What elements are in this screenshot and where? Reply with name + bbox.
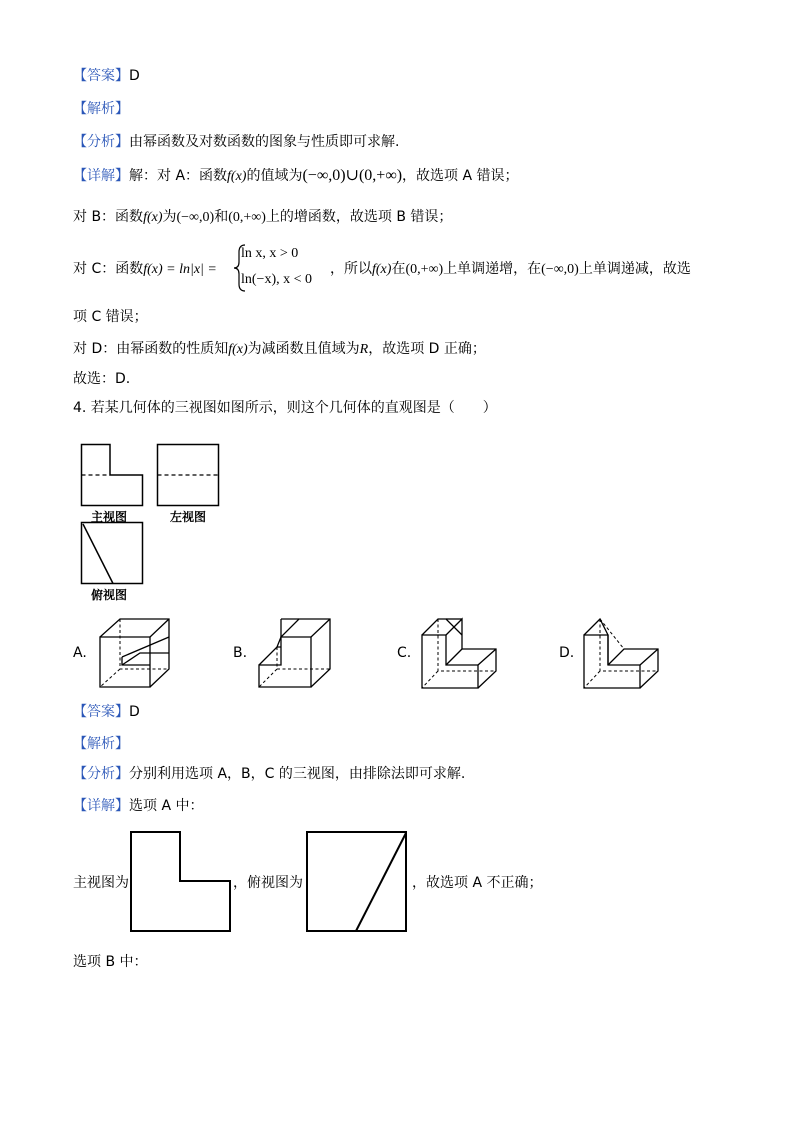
- option-d-label: D.: [559, 645, 575, 661]
- q3-a-text2: 的值域为: [246, 168, 303, 184]
- q3-answer-tag: 【答案】: [73, 68, 129, 84]
- q4-xiangjie-text: 选项 A 中：: [129, 798, 204, 814]
- q3-c-int1: (0,+∞): [405, 262, 444, 277]
- q3-answer-line: [73, 66, 140, 86]
- q3-c-text4: 上单调递增，在: [443, 261, 542, 277]
- q3-option-c-line: [73, 259, 217, 280]
- q3-option-b-line: [73, 207, 452, 228]
- q4-option-b-head: 选项 B 中：: [73, 954, 148, 970]
- q4-tail: ，故选项 A 不正确；: [412, 875, 543, 891]
- option-a-figure[interactable]: [92, 617, 172, 692]
- q3-option-c-line-rest: [330, 259, 691, 280]
- q3-c-case1: ln x, x > 0: [241, 246, 299, 261]
- q3-b-text3: 和: [214, 209, 229, 225]
- q3-answer: D: [129, 68, 140, 84]
- top-view-caption: 俯视图: [91, 588, 128, 602]
- left-view-caption: 左视图: [170, 510, 207, 524]
- q3-analysis-label: 【解析】: [73, 101, 129, 117]
- q4-answer-tag: 【答案】: [73, 704, 129, 720]
- q3-a-text3: ，故选项 A 错误；: [402, 168, 519, 184]
- q4-stem: 4. 若某几何体的三视图如图所示，则这个几何体的直观图是（ ）: [73, 400, 497, 416]
- option-d-figure[interactable]: [578, 613, 662, 693]
- top-view-figure: [80, 521, 144, 585]
- q3-fenxi-text: 由幂函数及对数函数的图象与性质即可求解.: [129, 134, 400, 150]
- left-view-figure: [156, 443, 220, 507]
- option-a-front-view: [130, 831, 232, 933]
- q3-b-fx: f(x): [143, 210, 163, 225]
- q3-fenxi-tag: 【分析】: [73, 134, 129, 150]
- q3-fenxi-line: [73, 132, 399, 152]
- option-a-label: A.: [73, 645, 87, 661]
- front-view-caption: 主视图: [91, 510, 128, 524]
- q3-c-case2: ln(−x), x < 0: [241, 272, 313, 287]
- q3-b-text2: 为: [162, 209, 177, 225]
- q3-xiangjie-tag: 【详解】: [73, 168, 129, 184]
- q3-c-fx: f(x): [372, 262, 392, 277]
- q3-a-fx: f(x): [227, 169, 247, 184]
- q3-c-eq: f(x) = ln|x| =: [143, 262, 217, 277]
- front-view-figure: [80, 443, 144, 507]
- q4-xiangjie-line: [73, 796, 203, 816]
- q3-c-text5: 上单调递减，故选: [578, 261, 691, 277]
- q3-b-text1: 对 B：函数: [73, 209, 144, 225]
- q3-option-a-line: [73, 166, 519, 187]
- q4-fenxi-text: 分别利用选项 A，B，C 的三视图，由排除法即可求解.: [129, 766, 466, 782]
- q3-b-int1: (−∞,0): [176, 210, 215, 225]
- q3-b-int2: (0,+∞): [228, 210, 266, 225]
- q4-analysis-label: 【解析】: [73, 736, 129, 752]
- q3-c-continuation: 项 C 错误；: [73, 309, 148, 325]
- q3-c-int2: (−∞,0): [541, 262, 579, 277]
- q4-answer: D: [129, 704, 140, 720]
- option-a-top-view: [306, 831, 408, 933]
- option-c-figure[interactable]: [416, 613, 500, 693]
- q3-a-range: (−∞,0)∪(0,+∞): [302, 167, 403, 184]
- q3-conclusion: 故选：D.: [73, 371, 131, 387]
- q3-d-text2: 为减函数且值域为: [247, 341, 360, 357]
- q3-analysis-tag: [73, 99, 129, 119]
- q3-d-text1: 对 D：由幂函数的性质知: [73, 341, 229, 357]
- q4-top-label: ，俯视图为: [233, 875, 303, 891]
- q4-analysis-tag: [73, 734, 129, 754]
- q3-option-d-line: [73, 339, 486, 360]
- q4-fenxi-tag: 【分析】: [73, 766, 129, 782]
- q4-front-label: 主视图为: [73, 875, 129, 891]
- q3-b-text4: 上的增函数，故选项 B 错误；: [265, 209, 453, 225]
- q3-c-text2: ，所以: [330, 261, 372, 277]
- q3-c-text3: 在: [391, 261, 406, 277]
- q4-fenxi-line: [73, 764, 465, 784]
- q3-d-text3: ，故选项 D 正确；: [368, 341, 486, 357]
- q3-c-text1: 对 C：函数: [73, 261, 144, 277]
- option-b-label: B.: [233, 645, 248, 661]
- q3-a-text1: 解：对 A：函数: [129, 168, 228, 184]
- q4-xiangjie-tag: 【详解】: [73, 798, 129, 814]
- q3-d-fx: f(x): [228, 342, 248, 357]
- q3-d-R: R: [359, 342, 369, 357]
- option-c-label: C.: [397, 645, 412, 661]
- q4-answer-line: [73, 702, 140, 722]
- option-b-figure[interactable]: [253, 617, 333, 692]
